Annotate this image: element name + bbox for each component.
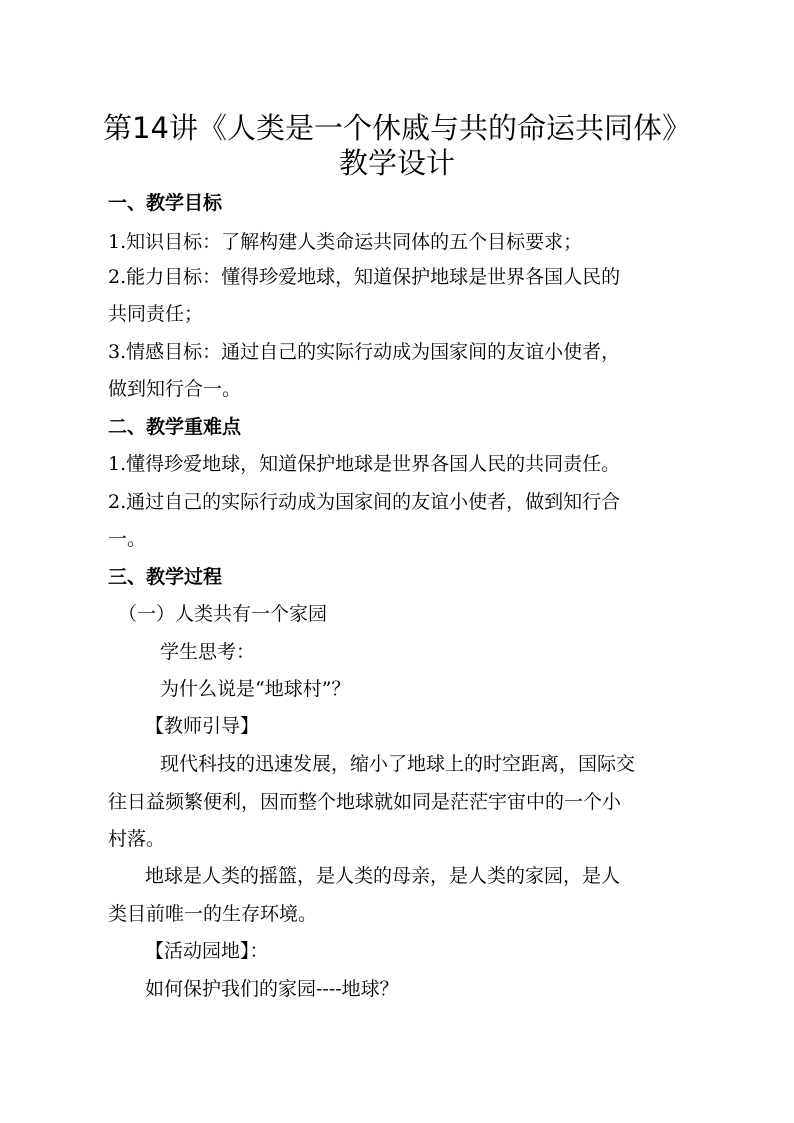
section-heading-objectives: 一、教学目标 xyxy=(108,192,223,214)
paragraph-2-line2: 类目前唯一的生存环境。 xyxy=(108,903,318,925)
objective-emotion-line1: 3.情感目标：通过自己的实际行动成为国家间的友谊小使者， xyxy=(108,341,621,363)
paragraph-1-line3: 村落。 xyxy=(108,828,166,850)
objective-emotion-line2: 做到知行合一。 xyxy=(108,378,242,400)
student-think-question: 为什么说是“地球村”？ xyxy=(160,678,351,700)
key-point-2-line2: 一。 xyxy=(108,528,147,550)
document-title-line2: 教学设计 xyxy=(338,146,455,180)
objective-ability-line2: 共同责任； xyxy=(108,303,204,325)
section-heading-key-points: 二、教学重难点 xyxy=(108,416,242,438)
activity-label: 【活动园地】： xyxy=(145,940,269,962)
key-point-2-line1: 2.通过自己的实际行动成为国家间的友谊小使者，做到知行合 xyxy=(108,491,621,513)
paragraph-1-line1: 现代科技的迅速发展，缩小了地球上的时空距离，国际交 xyxy=(160,753,636,775)
process-subheading-1: （一）人类共有一个家园 xyxy=(118,603,328,625)
paragraph-2-line1: 地球是人类的摇篮，是人类的母亲，是人类的家园，是人 xyxy=(145,865,621,887)
student-think-label: 学生思考： xyxy=(160,641,256,663)
objective-knowledge: 1.知识目标：了解构建人类命运共同体的五个目标要求； xyxy=(108,231,583,253)
objective-ability-line1: 2.能力目标：懂得珍爱地球，知道保护地球是世界各国人民的 xyxy=(108,266,621,288)
key-point-1: 1.懂得珍爱地球，知道保护地球是世界各国人民的共同责任。 xyxy=(108,453,621,475)
paragraph-1-line2: 往日益频繁便利，因而整个地球就如同是茫茫宇宙中的一个小 xyxy=(108,791,622,813)
document-title-line1: 第14讲《人类是一个休戚与共的命运共同体》 xyxy=(103,111,691,145)
activity-question: 如何保护我们的家园----地球？ xyxy=(145,978,399,1000)
teacher-guide-label: 【教师引导】 xyxy=(145,715,260,737)
section-heading-process: 三、教学过程 xyxy=(108,566,223,588)
